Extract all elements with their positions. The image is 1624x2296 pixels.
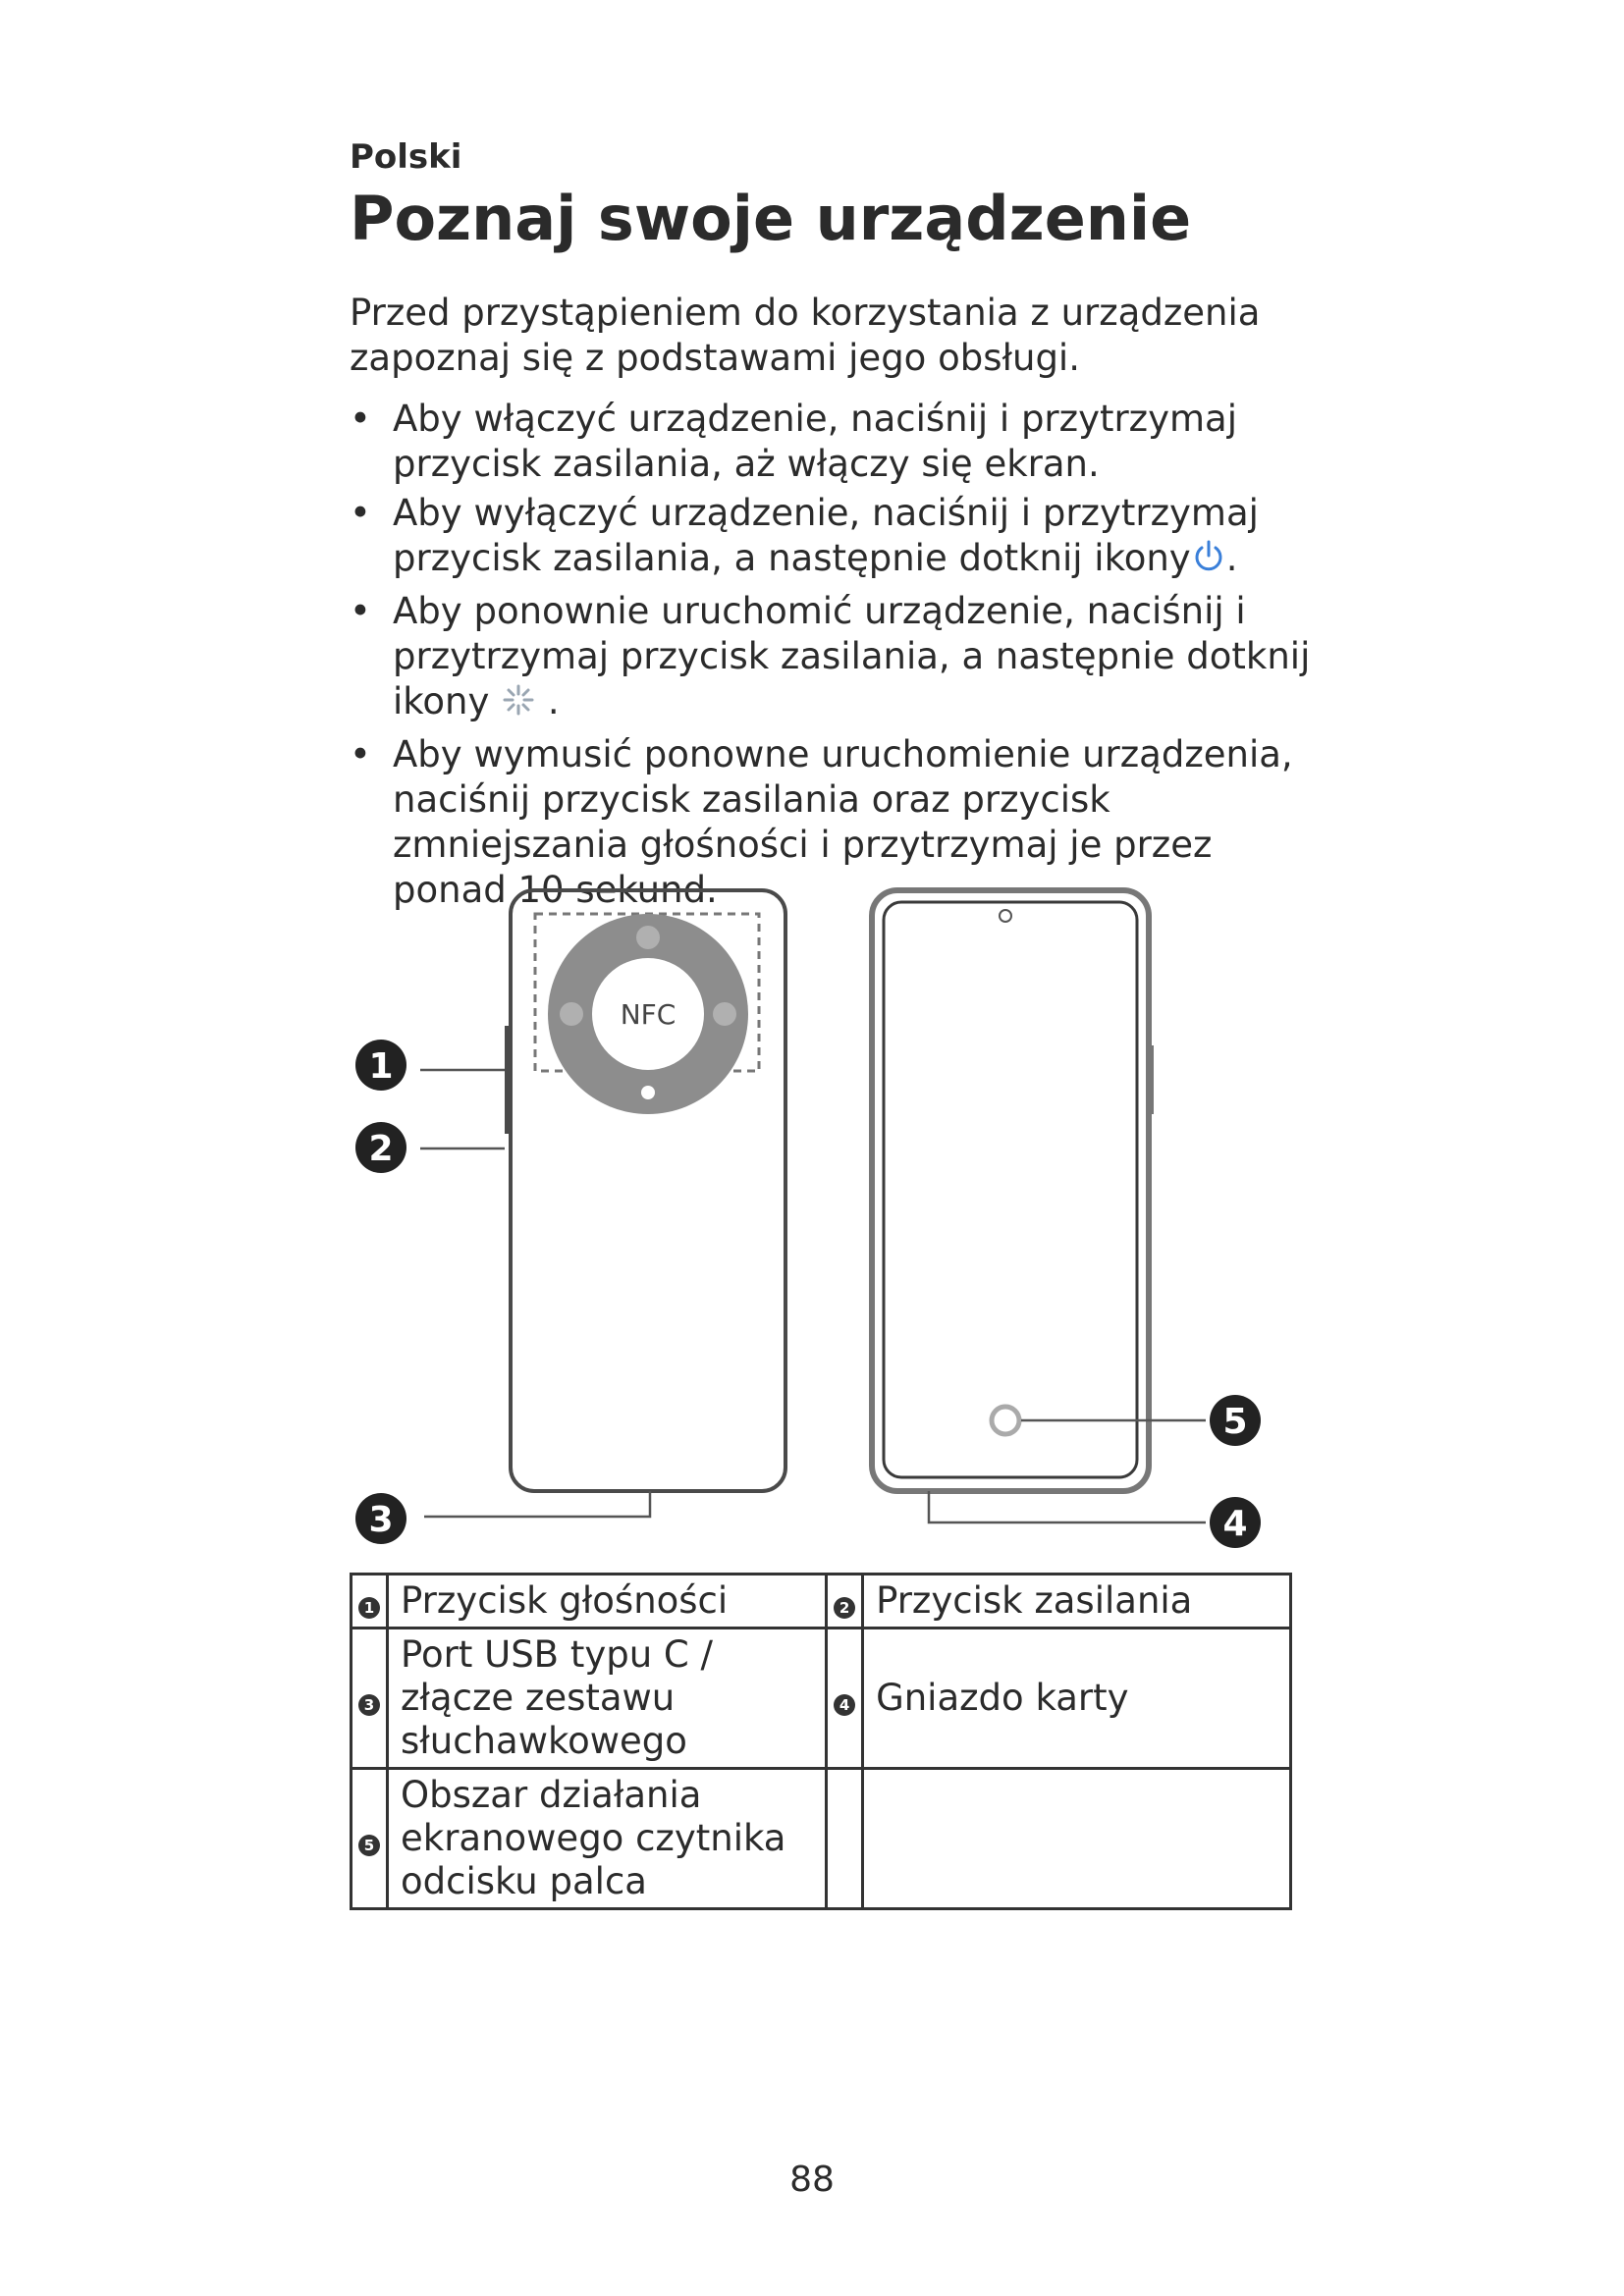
camera-lens-top bbox=[636, 926, 660, 949]
instruction-list bbox=[350, 397, 1331, 917]
front-side-button bbox=[1149, 1045, 1154, 1114]
page-number: 88 bbox=[789, 2160, 835, 2200]
bullet-text: Aby ponownie uruchomić urządzenie, naciśnij i przytrzymaj przycisk zasilania, a następnie dotknij ikony bbox=[393, 590, 1311, 722]
bullet-text: Aby włączyć urządzenie, naciśnij i przytrzymaj przycisk zasilania, aż włączy się ekran. bbox=[393, 398, 1237, 485]
bullet-dot: • bbox=[350, 398, 371, 440]
parts-table bbox=[350, 1573, 1292, 1910]
part-name-cell: Port USB typu C / złącze zestawu słuchawkowego bbox=[388, 1629, 827, 1769]
restart-icon bbox=[501, 682, 536, 728]
bullet-dot: • bbox=[350, 733, 371, 775]
nfc-label: NFC bbox=[620, 998, 677, 1031]
fingerprint-icon bbox=[992, 1407, 1019, 1434]
flash-dot bbox=[641, 1086, 655, 1099]
bullet-suffix: . bbox=[547, 680, 560, 722]
part-number-cell bbox=[352, 1769, 388, 1909]
part-name-cell: Przycisk zasilania bbox=[863, 1575, 1291, 1629]
list-item bbox=[350, 589, 1331, 728]
bullet-text: Aby wymusić ponowne uruchomienie urządzenia, naciśnij przycisk zasilania oraz przycisk zmniejszania głośności i przytrzymaj je przez ponad 10 sekund. bbox=[393, 733, 1293, 911]
bullet-suffix: . bbox=[1225, 537, 1238, 579]
callout-badge bbox=[1210, 1395, 1261, 1446]
bullet-dot: • bbox=[350, 492, 371, 534]
part-number-badge: 1 bbox=[358, 1597, 380, 1619]
phone-back-view bbox=[505, 890, 785, 1491]
part-number-cell bbox=[827, 1769, 863, 1909]
intro-paragraph: Przed przystąpieniem do korzystania z urządzenia zapoznaj się z podstawami jego obsługi. bbox=[350, 292, 1261, 379]
camera-lens-right bbox=[713, 1002, 736, 1026]
bullet-dot: • bbox=[350, 590, 371, 632]
part-name-cell: Gniazdo karty bbox=[863, 1629, 1291, 1769]
part-number-cell bbox=[352, 1575, 388, 1629]
language-label: Polski bbox=[350, 137, 462, 177]
side-buttons bbox=[505, 1026, 511, 1134]
part-name-cell: Przycisk głośności bbox=[388, 1575, 827, 1629]
svg-text:3: 3 bbox=[368, 1500, 394, 1540]
front-camera bbox=[1000, 910, 1011, 922]
part-name-cell bbox=[863, 1769, 1291, 1909]
list-item bbox=[350, 491, 1331, 585]
callout-badge bbox=[1210, 1497, 1261, 1548]
part-number-cell bbox=[827, 1575, 863, 1629]
callout-lines bbox=[420, 1070, 1206, 1522]
camera-lens-left bbox=[560, 1002, 583, 1026]
phone-front-view bbox=[872, 890, 1154, 1491]
list-item bbox=[350, 397, 1331, 487]
svg-text:1: 1 bbox=[368, 1046, 394, 1087]
phone-front-screen bbox=[884, 902, 1137, 1477]
part-number-badge: 5 bbox=[358, 1835, 380, 1856]
bullet-text: Aby wyłączyć urządzenie, naciśnij i przytrzymaj przycisk zasilania, a następnie dotknij ikony bbox=[393, 492, 1259, 579]
table-row bbox=[352, 1769, 1291, 1909]
phone-front-body bbox=[872, 890, 1149, 1491]
callout-badge bbox=[355, 1493, 406, 1544]
svg-text:2: 2 bbox=[368, 1129, 394, 1169]
power-icon bbox=[1191, 539, 1226, 585]
callout-badge bbox=[355, 1040, 406, 1091]
part-number-cell bbox=[827, 1629, 863, 1769]
part-number-badge: 3 bbox=[358, 1694, 380, 1716]
page-title: Poznaj swoje urządzenie bbox=[350, 183, 1192, 254]
part-number-badge: 4 bbox=[834, 1694, 855, 1716]
part-number-cell bbox=[352, 1629, 388, 1769]
part-number-badge: 2 bbox=[834, 1597, 855, 1619]
table-row bbox=[352, 1575, 1291, 1629]
callout-badge bbox=[355, 1122, 406, 1173]
svg-text:4: 4 bbox=[1222, 1504, 1248, 1544]
svg-text:5: 5 bbox=[1222, 1402, 1248, 1442]
part-name-cell: Obszar działania ekranowego czytnika odcisku palca bbox=[388, 1769, 827, 1909]
table-row bbox=[352, 1629, 1291, 1769]
device-diagram bbox=[334, 879, 1306, 1566]
